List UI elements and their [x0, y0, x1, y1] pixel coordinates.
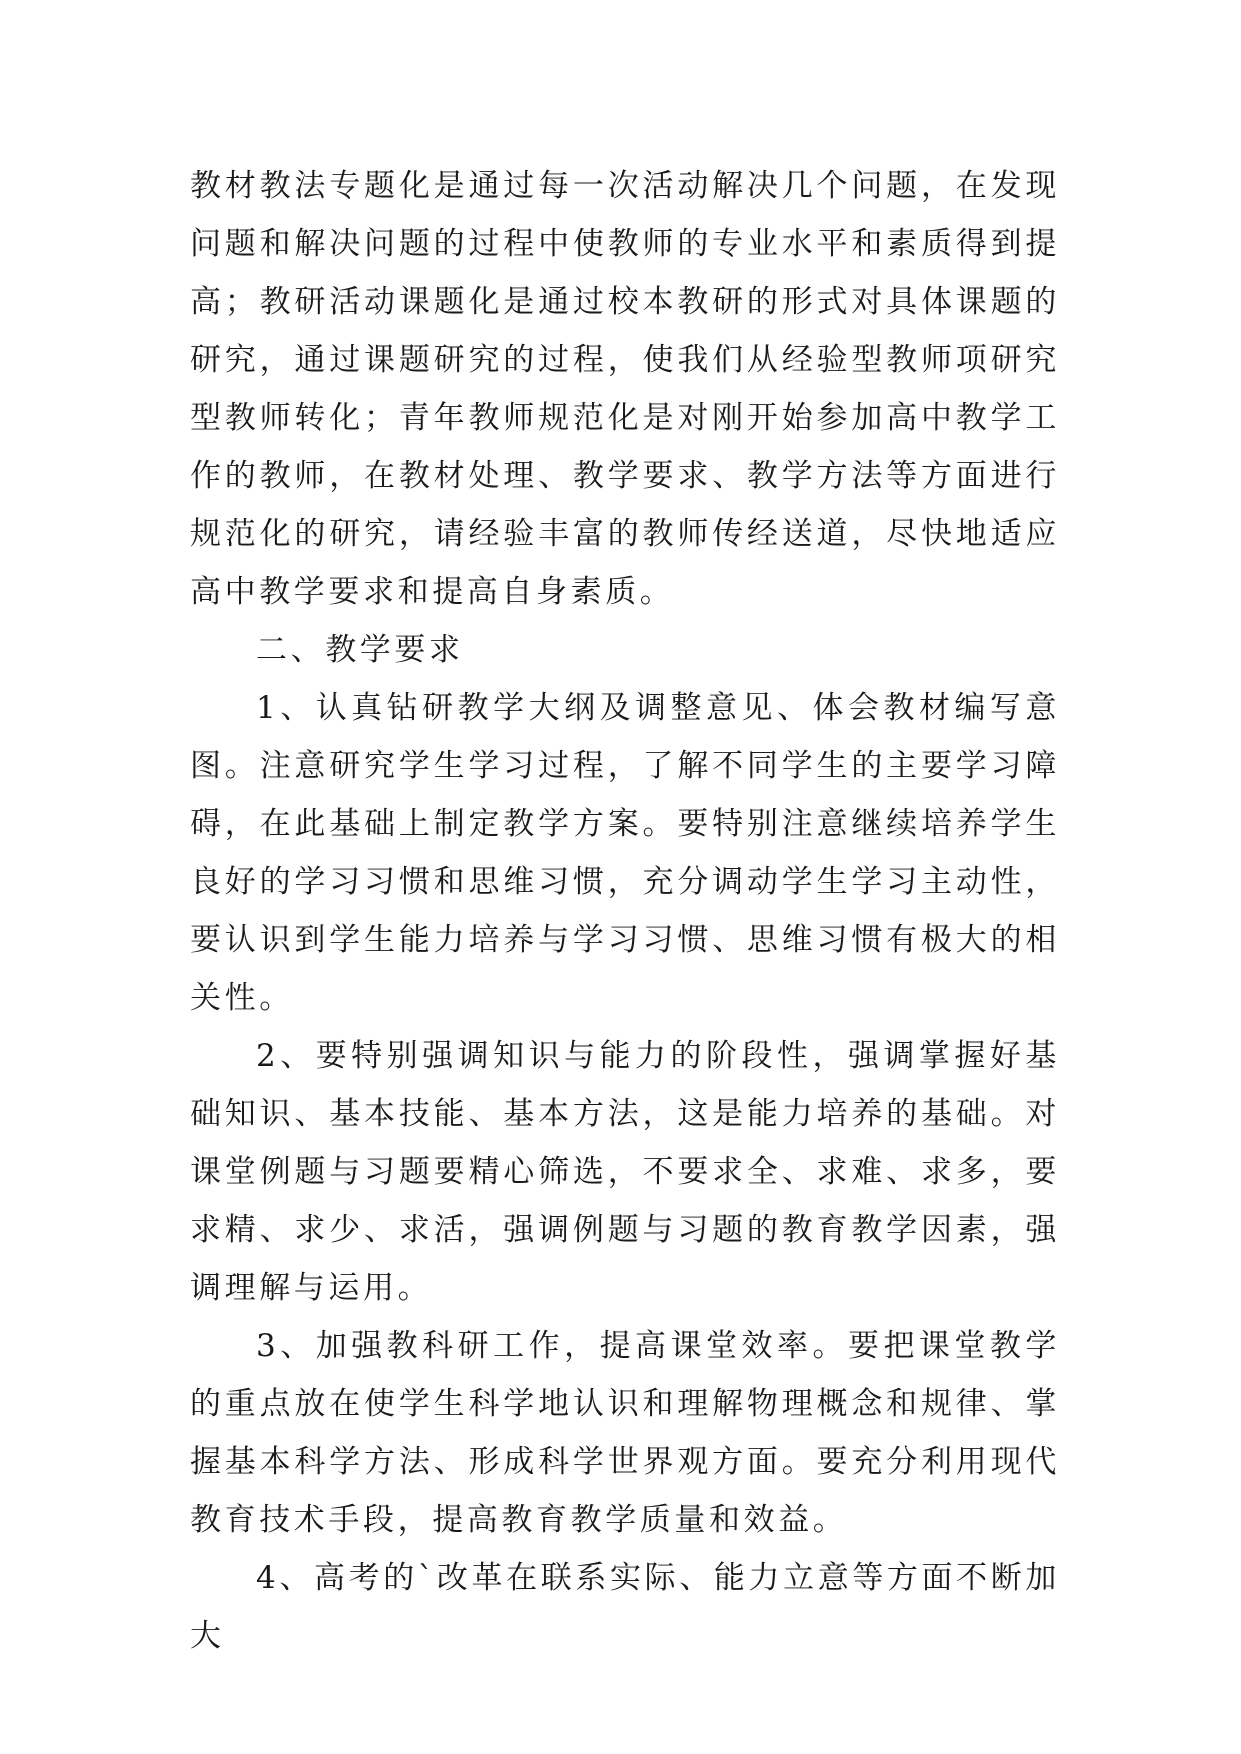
paragraph-teaching-methods: 教材教法专题化是通过每一次活动解决几个问题，在发现问题和解决问题的过程中使教师的专业水平和素质得到提高；教研活动课题化是通过校本教研的形式对具体课题的研究，通过课题研究的过程，使我们从经验型教师项研究型教师转化；青年教师规范化是对刚开始参加高中教学工作的教师，在教材处理、教学要求、教学方法等方面进行规范化的研究，请经验丰富的教师传经送道，尽快地适应高中教学要求和提高自身素质。: [190, 168, 1060, 610]
body-text: [190, 157, 1060, 1665]
paragraph-requirement-3: 3、加强教科研工作，提高课堂效率。要把课堂教学的重点放在使学生科学地认识和理解物理概念和规律、掌握基本科学方法、形成科学世界观方面。要充分利用现代教育技术手段，提高教育教学质量和效益。: [190, 1328, 1060, 1538]
paragraph-requirement-2: 2、要特别强调知识与能力的阶段性，强调掌握好基础知识、基本技能、基本方法，这是能力培养的基础。对课堂例题与习题要精心筛选，不要求全、求难、求多，要求精、求少、求活，强调例题与习题的教育教学因素，强调理解与运用。: [190, 1038, 1060, 1306]
paragraph-requirement-4: 4、高考的`改革在联系实际、能力立意等方面不断加大: [190, 1560, 1060, 1654]
paragraph-requirement-1: 1、认真钻研教学大纲及调整意见、体会教材编写意图。注意研究学生学习过程，了解不同学生的主要学习障碍，在此基础上制定教学方案。要特别注意继续培养学生良好的学习习惯和思维习惯，充分调动学生学习主动性，要认识到学生能力培养与学习习惯、思维习惯有极大的相关性。: [190, 690, 1060, 1016]
section-heading-teaching-requirements: 二、教学要求: [256, 632, 464, 668]
